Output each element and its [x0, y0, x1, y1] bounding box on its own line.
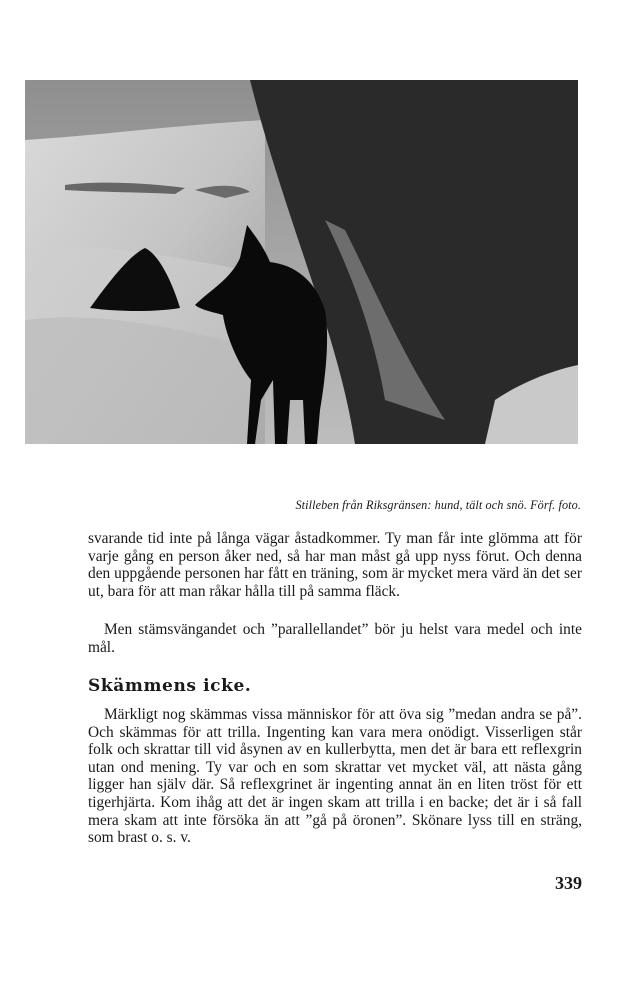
photo-image	[25, 80, 578, 444]
figure-caption: Stilleben från Riksgränsen: hund, tält och snö. Förf. foto.	[295, 498, 581, 512]
paragraph-3: Märkligt nog skämmas vissa människor för att öva sig ”medan andra se på”. Och skämmas för att trilla. Ingenting kan vara mera onödigt. Visserligen står folk och skrattar till vid åsynen av en kullerbytta, men det är bara ett reflexgrin utan ond mening. Ty var och en som skrattar vet mycket väl, att nästa gång ligger han själv där. Så reflexgrinet är ingenting annat än en liten tröst för ett tigerhjärta. Kom ihåg att det är ingen skam att trilla i en backe; det är i så fall mera skam att inte försöka än att ”gå på öronen”. Skönare lyss till en sträng, som brast o. s. v.	[88, 706, 582, 847]
paragraph-1: svarande tid inte på långa vägar åstadkommer. Ty man får inte glömma att för varje gång en person åker ned, så har man måst gå upp nyss förut. Och denna den uppgående personen har fått en träning, som är mycket mera värd än det ser ut, bara för att man råkar hålla till på samma fläck.	[88, 530, 582, 600]
section-heading: Skämmens icke.	[88, 676, 252, 696]
page-number: 339	[555, 873, 582, 893]
paragraph-2: Men stämsvängandet och ”parallellandet” bör ju helst vara medel och inte mål.	[88, 621, 582, 656]
photo	[25, 80, 578, 444]
